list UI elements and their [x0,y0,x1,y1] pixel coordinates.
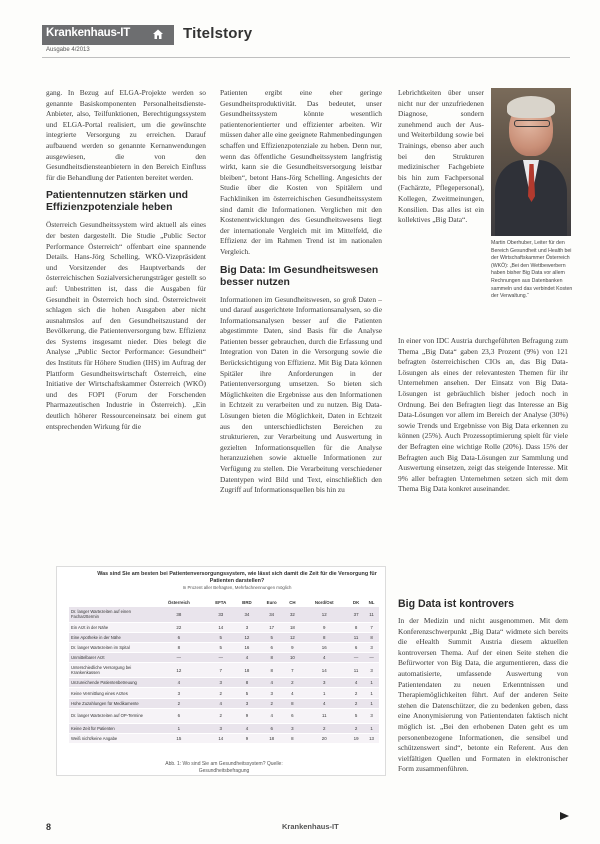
table-cell: 13 [364,734,379,744]
table-cell: 22 [151,622,207,632]
table-row [69,653,379,663]
section-title: Titelstory [183,25,253,42]
column-2-intro: Patienten ergibt eine eher geringe Gesundheitsproduktivität. Das bedeutet, unser Gesundheitssystem könnte wesentlich patientenorientierter und effizienter arbeiten. Wir müssen daher alle eine geeignete Rahmenbedingungen schaffen und Effizienzpotenziale zu heben. Denn nur, wenn das öffentliche Gesundheitssystem langfristig wirkt, kann sie die Gesundheitsversorgung leistbar bleiben“, betont Hans-Jörg Schelling. Angesichts der Studie über die Kosten von Spitälern und Fachkliniken im österreichischen Gesundheitssystem sind damit die Informationen. Verglichen mit den Kostenentwicklungen des Gesundheitswesens liegt der internationale Vergleich mit im Mittelfeld, die Effizienz der im Rahmen Trend ist im nationalen Vergleich. [220,88,382,256]
table-row-label: Eine Apotheke in der Nähe [69,632,151,642]
table-cell: 8 [259,663,284,678]
table-column-header: NL [368,599,375,605]
table-cell: 18 [235,663,259,678]
table-column-header: Euro [266,599,277,605]
table-cell: 2 [207,688,235,698]
subheading-big-data-kontrovers: Big Data ist kontrovers [398,598,514,610]
column-1-intro: gang. In Bezug auf ELGA-Projekte werden so genannte Basiskomponenten Personalheitsdienste-Anbieter, also, Teilfunktionen, Berechtigungssystem und ELGA-Portal realisiert, um die gewünschte integrierte Versorgung zu erreichen. Darauf aufbauend werden so genannte Kernanwendungen ausgewiesen, die von den Gesundheitsdiensteanbietern in den Bereich Einfluss für die Behandlung der Patienten bereitet werden. [46,88,206,182]
table-cell: 5 [235,688,259,698]
table-row [69,632,379,642]
table-cell: 14 [207,622,235,632]
survey-table-figure [56,566,386,776]
issue-label: Ausgabe 4/2013 [46,47,90,53]
table-row-label: Dr. langer Wartezeiten auf einen Facharzttermin [69,607,151,622]
table-cell: 12 [151,663,207,678]
table-cell: 3 [207,678,235,688]
table-cell: 16 [300,642,348,652]
table-cell: 4 [235,653,259,663]
table-cell: 19 [348,734,364,744]
table-cell: — [364,653,379,663]
table-cell: 37 [348,607,364,622]
table-cell: 8 [284,698,300,708]
table-cell: 33 [207,607,235,622]
table-row [69,734,379,744]
table-cell: 11 [364,607,379,622]
table-cell: 5 [207,642,235,652]
table-cell: 3 [151,688,207,698]
table-cell: 34 [259,607,284,622]
table-cell: 3 [207,723,235,733]
survey-table [69,597,379,744]
table-cell: 6 [348,642,364,652]
table-row-label: Dr. langer Wartezeiten im Spital [69,642,151,652]
table-cell: 8 [151,642,207,652]
table-row [69,688,379,698]
table-row [69,622,379,632]
table-cell: 4 [300,698,348,708]
subheading-patientennutzen: Patientennutzen stärken und Effizienzpotenziale heben [46,190,189,214]
table-row [69,642,379,652]
column-3-top-text: Lebrichtkeiten über unser nicht nur der unzufriedenen Diagnose, sondern zunehmend auch der Aus- und Weiterbildung sowie bei Trainings, ebenso aber auch bei den Strukturen medizinischer Fachgebiete bis hin zum Fachpersonal (Fachärzte, Pflegepersonal), Kollegen, Zweitmeinungen, Konsilien. Das alles ist ein kollektives „Big Data“. [398,88,484,225]
table-cell: 4 [300,653,348,663]
house-icon [152,28,164,40]
table-cell: 12 [235,632,259,642]
table-row [69,708,379,723]
article-column-2 [220,88,382,570]
table-cell: 3 [235,698,259,708]
column-1-body: Österreich Gesundheitssystem wird aktuell als eines der besten dargestellt. Die Studie „Public Sector Performance Österreich“ offenbart eine spannende Details. Hans-Jörg Schelling, WKÖ-Vizepräsident und Vorsitzender des Hauptverbands der österreichischen Sozialversicherungsträger gestellt so auf: Unbestritten ist, dass die Ausgaben für Gesundheit in Österreich hoch sind. Österreichweit schlagen sich die hohen Ausgaben aber nicht ausnahmslos auf den Gesundheitszustand der Bevölkerung, die Patientenversorgung bzw. Effizienz des Systems insgesamt nieder. Dies belegt die Analyse „Public Sector Performance: Gesundheit“ des Instituts für Höhere Studien (IHS) im Auftrag der Plattform Gesundheitswirtschaft Österreich, eine Initiative der Wirtschaftskammer Österreich (WKÖ) und des FOPI (Forum der Forschenden Pharmazeutischen Industrie in Österreich). „Ein deutlich höherer Ressourceneinsatz bei einem gut entsprechenden Wirkung für die [46,220,206,431]
table-cell: 9 [284,642,300,652]
table-cell: 6 [259,723,284,733]
table-cell: 4 [348,678,364,688]
table-subtitle: In Prozent aller Befragten, Mehrfachnennungen möglich [182,585,292,590]
table-row-label: Unterschiedliche Versorgung bei Krankenkassen [69,663,151,678]
table-cell: 2 [348,688,364,698]
table-cell: 15 [151,734,207,744]
table-cell: 1 [364,678,379,688]
subheading-big-data-nutzen: Big Data: Im Gesundheitswesen besser nutzen [220,264,379,288]
table-cell: 8 [348,622,364,632]
table-row-label: Weiß nicht/keine Angabe [69,734,151,744]
table-cell: 3 [364,642,379,652]
column-3-text: In einer von IDC Austria durchgeführten Befragung zum Thema „Big Data“ gaben 23,3 Prozent (9%) von 121 befragten österreichischen CIOs an, das Big Data-Lösungen als eines der relevantesten Themen für ihr Unternehmen ansehen. Der Einsatz von Big Data-Lösungen ist gebräuchlich bisher jedoch noch in Ordnung. Bei den Befragten liegt das Interesse an Big Data-Lösungen vor allem im Bereich der Analyse (30%) sowie Trends und Ergebnisse von Big Data erkennen zu können (25%). Auch Prozessoptimierung spielt für viele der Befragten eine wichtige Rolle (20%). Dass 15% der Befragten auch Big Data-Lösungen zur Sammlung und Auswertung einsetzen, zeigt das steigende Interesse. Mit 9% aller befragten Unternehmen setzen sich mit dem Thema Big Data konkret auseinander. [398,336,568,494]
table-cell: 6 [151,708,207,723]
table-cell: 7 [284,663,300,678]
table-cell: 17 [259,622,284,632]
table-row [69,723,379,733]
table-cell: 2 [207,708,235,723]
table-cell: 1 [300,688,348,698]
table-cell: 7 [207,663,235,678]
article-column-1 [46,88,206,548]
table-cell: 2 [300,723,348,733]
table-cell: 8 [284,734,300,744]
table-cell: — [207,653,235,663]
table-cell: 3 [300,678,348,688]
table-row-label: Keine Vermittlung eines Arztes [69,688,151,698]
table-cell: 1 [364,688,379,698]
table-column-header: CH [289,599,296,605]
table-cell: 6 [151,632,207,642]
table-row-label: Dr. langer Wartezeiten auf OP-Termine [69,708,151,723]
footer-brand: Krankenhaus-IT [282,822,339,831]
table-cell: 8 [259,653,284,663]
table-cell: 8 [235,678,259,688]
table-cell: 4 [151,678,207,688]
column-4-text: In der Medizin und nicht ausgenommen. Mit dem Konferenzschwerpunkt „Big Data“ widmete sich bereits die eHealth Summit Austria diesem aktuellen kontroversen Thema. Auf der einen Seite stehen die Befürworter von Big Data, die argumentieren, dass die automatisierte, umfassende Auswertung von Patientendaten zu neuen Erkenntnissen und Therapiemöglichkeiten führt. Auf der anderen Seite stehen die Datenschützer, die zu bedenken geben, dass eine Anonymisierung von Patientendaten faktisch nicht möglich ist. „Bei den erhobenen Daten geht es um personenbezogene Informationen, die sensibel und schützenswert sind“, betonte ein Referent. Aus den vielfältigen Quellen und Formaten in elektronischer Form zusammenführen. [398,616,568,774]
table-cell: 12 [300,607,348,622]
table-column-header: Österreich [167,599,190,605]
table-cell: 9 [235,708,259,723]
table-row-label: Unmittelbarer Arzt [69,653,151,663]
article-column-3-top [398,88,484,334]
table-cell: 8 [364,632,379,642]
table-row-label: Hohe Zuzahlungen für Medikamente [69,698,151,708]
table-cell: 6 [259,642,284,652]
table-cell: 38 [151,607,207,622]
table-cell: 9 [235,734,259,744]
table-cell: 2 [348,698,364,708]
table-row [69,607,379,622]
table-cell: 11 [348,663,364,678]
table-cell: 14 [207,734,235,744]
table-cell: 8 [300,632,348,642]
table-row [69,663,379,678]
table-cell: 6 [284,708,300,723]
table-cell: 2 [284,678,300,688]
table-cell: 11 [300,708,348,723]
table-cell: 34 [235,607,259,622]
table-cell: 16 [235,642,259,652]
table-cell: 32 [284,607,300,622]
table-cell: 1 [364,698,379,708]
table-cell: 5 [348,708,364,723]
table-corner-cell [69,597,151,607]
table-cell: 18 [284,622,300,632]
table-row-label: Keine Zeit für Patienten [69,723,151,733]
table-cell: 11 [348,632,364,642]
table-cell: 2 [151,698,207,708]
table-cell: 3 [284,723,300,733]
table-cell: 9 [300,622,348,632]
column-2-body: Informationen im Gesundheitswesen, so groß Daten – und darauf ausgerichtete Informationsanalysen, so die Informationsanalysen besser auf die Patienten abgestimmte Daten, sind Basis für die Analyse Patienten besser gebrauchen, durch die Erfassung und Integration von Daten in die Versorgung sowie die Berücksichtigung von Effizienz. Mit Big Data können Spitäler ihre Anforderungen in der Patientenversorgung umsetzen. So bieten sich Möglichkeiten die Ergebnisse aus den Informationen in Echtzeit zu verarbeiten und zu nutzen. Big Data-Lösungen bieten die Möglichkeit, Daten in Echtzeit aus den unterschiedlichsten Bereichen zu strukturieren, zur Verarbeitung und Auswertung in gezielten Informationsquellen für die Analyse heranzuziehen sowie aktuelle Informationen zur Verfügung zu stellen. Die Verarbeitung verschiedener Datentypen wird Bild und Text, einschließlich den Zugriff auf Informationsquellen bis hin zu [220,294,382,495]
table-row-label: Unzureichende Patientenbetreuung [69,678,151,688]
article-column-3 [398,336,568,580]
table-column-header: DK [352,599,360,605]
table-title: Was sind Sie am besten bei Patientenversorgungssystem, wie lässt sich damit die Zeit für die Versorgung für Patienten darstellen? [97,571,377,584]
table-cell: 3 [235,622,259,632]
table-cell: — [348,653,364,663]
table-cell: 10 [284,653,300,663]
table-header-row [69,597,379,607]
table-cell: 5 [207,632,235,642]
table-column-header: BRD [242,599,252,605]
page-number: 8 [46,822,52,832]
table-cell: 3 [364,663,379,678]
table-cell: 3 [364,708,379,723]
table-cell: 14 [300,663,348,678]
table-cell: 12 [284,632,300,642]
header-logo: Krankenhaus-IT [46,27,131,39]
photo-caption: Martin Oberhuber, Leiter für den Bereich Gesundheit und Health bei der Wirtschaftskammer Österreich (WKÖ): „Bei den Wettbewerbern haben bisher Big Data vor allem Rechnungen aus Datenbanken sammeln und das verbindet Kosten der Verwaltung.“ [491,240,573,300]
table-column-header: Nord/Ost [314,599,334,605]
table-row [69,698,379,708]
table-cell: 4 [259,678,284,688]
table-cell: 2 [259,698,284,708]
portrait-photo [491,88,571,236]
figure-caption: Abb. 1: Wo sind Sie am Gesundheitssystem? Quelle: Gesundheitsbefragung [149,761,299,774]
table-cell: 4 [207,698,235,708]
continue-arrow-icon [560,812,569,820]
table-cell: 7 [364,622,379,632]
table-cell: 1 [151,723,207,733]
table-cell: 18 [259,734,284,744]
table-cell: 4 [284,688,300,698]
table-row [69,678,379,688]
table-cell: 2 [348,723,364,733]
table-cell: 3 [259,688,284,698]
table-cell: 4 [259,708,284,723]
table-cell: 5 [259,632,284,642]
table-column-header: EFTA [215,599,227,605]
table-row-label: Ein Arzt in der Nähe [69,622,151,632]
header-divider [42,57,570,58]
table-cell: 4 [235,723,259,733]
table-cell: 1 [364,723,379,733]
table-cell: 20 [300,734,348,744]
article-column-4 [398,598,568,823]
table-cell: — [151,653,207,663]
